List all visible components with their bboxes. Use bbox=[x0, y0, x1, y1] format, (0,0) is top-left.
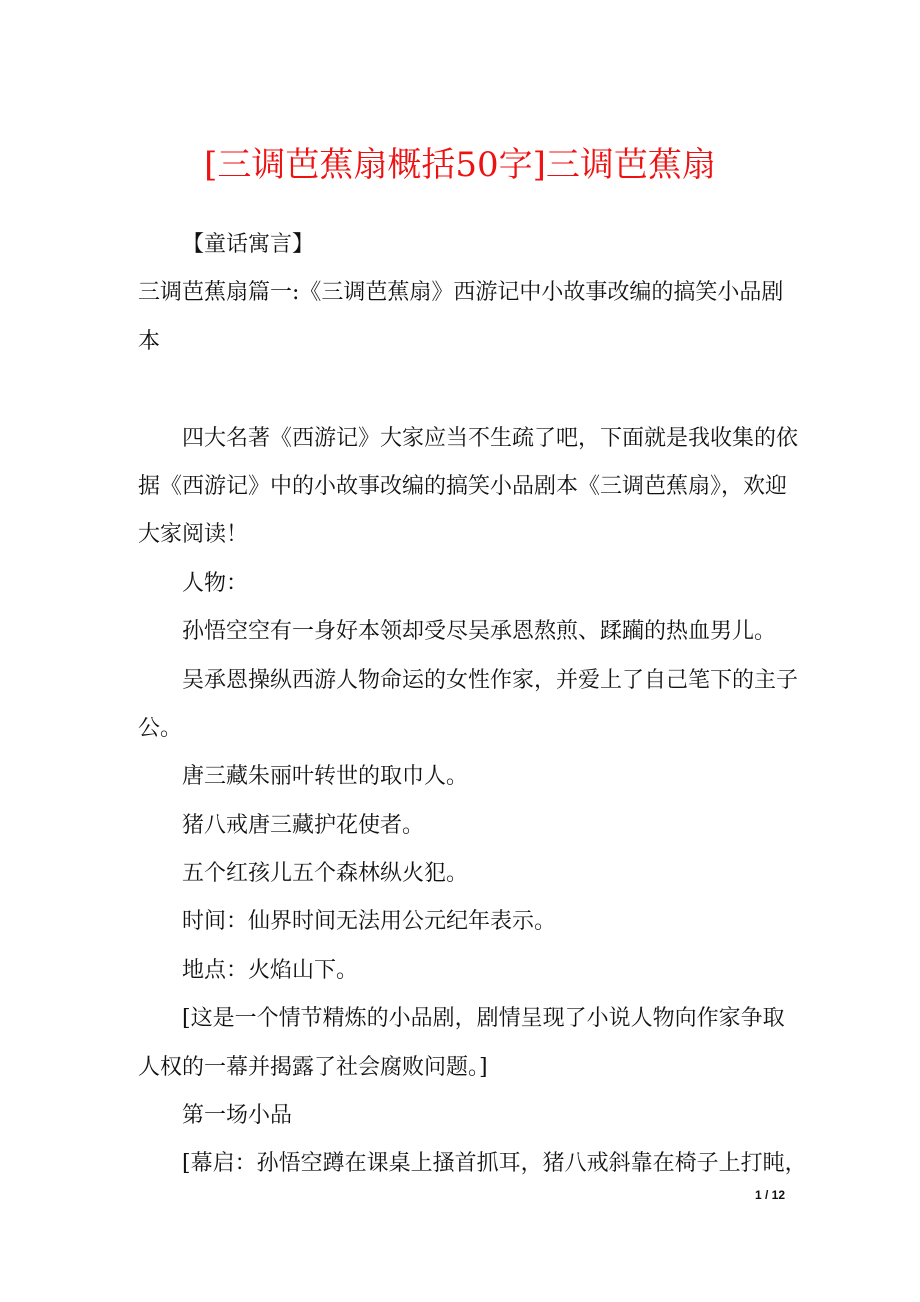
paragraph bbox=[138, 415, 799, 560]
text-line: 公。 bbox=[138, 715, 183, 741]
paragraph bbox=[138, 802, 788, 850]
text-line: 唐三藏朱丽叶转世的取巾人。 bbox=[182, 764, 469, 790]
blank-line bbox=[138, 366, 788, 414]
text-line: 猪八戒唐三藏护花使者。 bbox=[182, 812, 425, 838]
paragraph bbox=[138, 608, 788, 656]
document-title: [三调芭蕉扇概括50字]三调芭蕉扇 bbox=[204, 145, 716, 185]
text-line: 四大名著《西游记》大家应当不生疏了吧，下面就是我收集的依 bbox=[182, 425, 799, 451]
text-line: 人物： bbox=[182, 570, 249, 596]
paragraph bbox=[138, 657, 799, 754]
text-line: 本 bbox=[138, 328, 161, 354]
paragraph bbox=[138, 1140, 807, 1188]
text-line: 人权的一幕并揭露了社会腐败问题。] bbox=[138, 1054, 488, 1080]
text-line: 孙悟空空有一身好本领却受尽吴承恩熬煎、蹂躏的热血男儿。 bbox=[182, 619, 777, 645]
text-line: [这是一个情节精炼的小品剧，剧情呈现了小说人物向作家争取 bbox=[182, 1006, 785, 1032]
page-number: 1 / 12 bbox=[754, 1188, 785, 1202]
paragraph bbox=[138, 1092, 788, 1140]
text-line: 大家阅读！ bbox=[138, 522, 249, 548]
text-line: [幕启：孙悟空蹲在课桌上搔首抓耳，猪八戒斜靠在椅子上打盹， bbox=[182, 1151, 807, 1177]
text-line: 据《西游记》中的小故事改编的搞笑小品剧本《三调芭蕉扇》，欢迎 bbox=[138, 473, 788, 499]
paragraph bbox=[138, 753, 788, 801]
text-line: 地点：火焰山下。 bbox=[182, 957, 359, 983]
text-line: 第一场小品 bbox=[182, 1103, 293, 1129]
document-body bbox=[138, 221, 807, 1189]
paragraph bbox=[138, 995, 788, 1092]
text-line: 时间：仙界时间无法用公元纪年表示。 bbox=[182, 909, 557, 935]
text-line: 三调芭蕉扇篇一:《三调芭蕉扇》西游记中小故事改编的搞笑小品剧 bbox=[138, 280, 784, 306]
text-line: 五个红孩儿五个森林纵火犯。 bbox=[182, 861, 469, 887]
paragraph bbox=[138, 269, 788, 366]
paragraph bbox=[138, 947, 788, 995]
text-line: 【童话寓言】 bbox=[182, 232, 315, 257]
paragraph bbox=[138, 221, 788, 269]
paragraph bbox=[138, 898, 788, 946]
text-line: 吴承恩操纵西游人物命运的女性作家，并爱上了自己笔下的主子 bbox=[182, 667, 799, 693]
paragraph bbox=[138, 850, 788, 898]
paragraph bbox=[138, 560, 788, 608]
